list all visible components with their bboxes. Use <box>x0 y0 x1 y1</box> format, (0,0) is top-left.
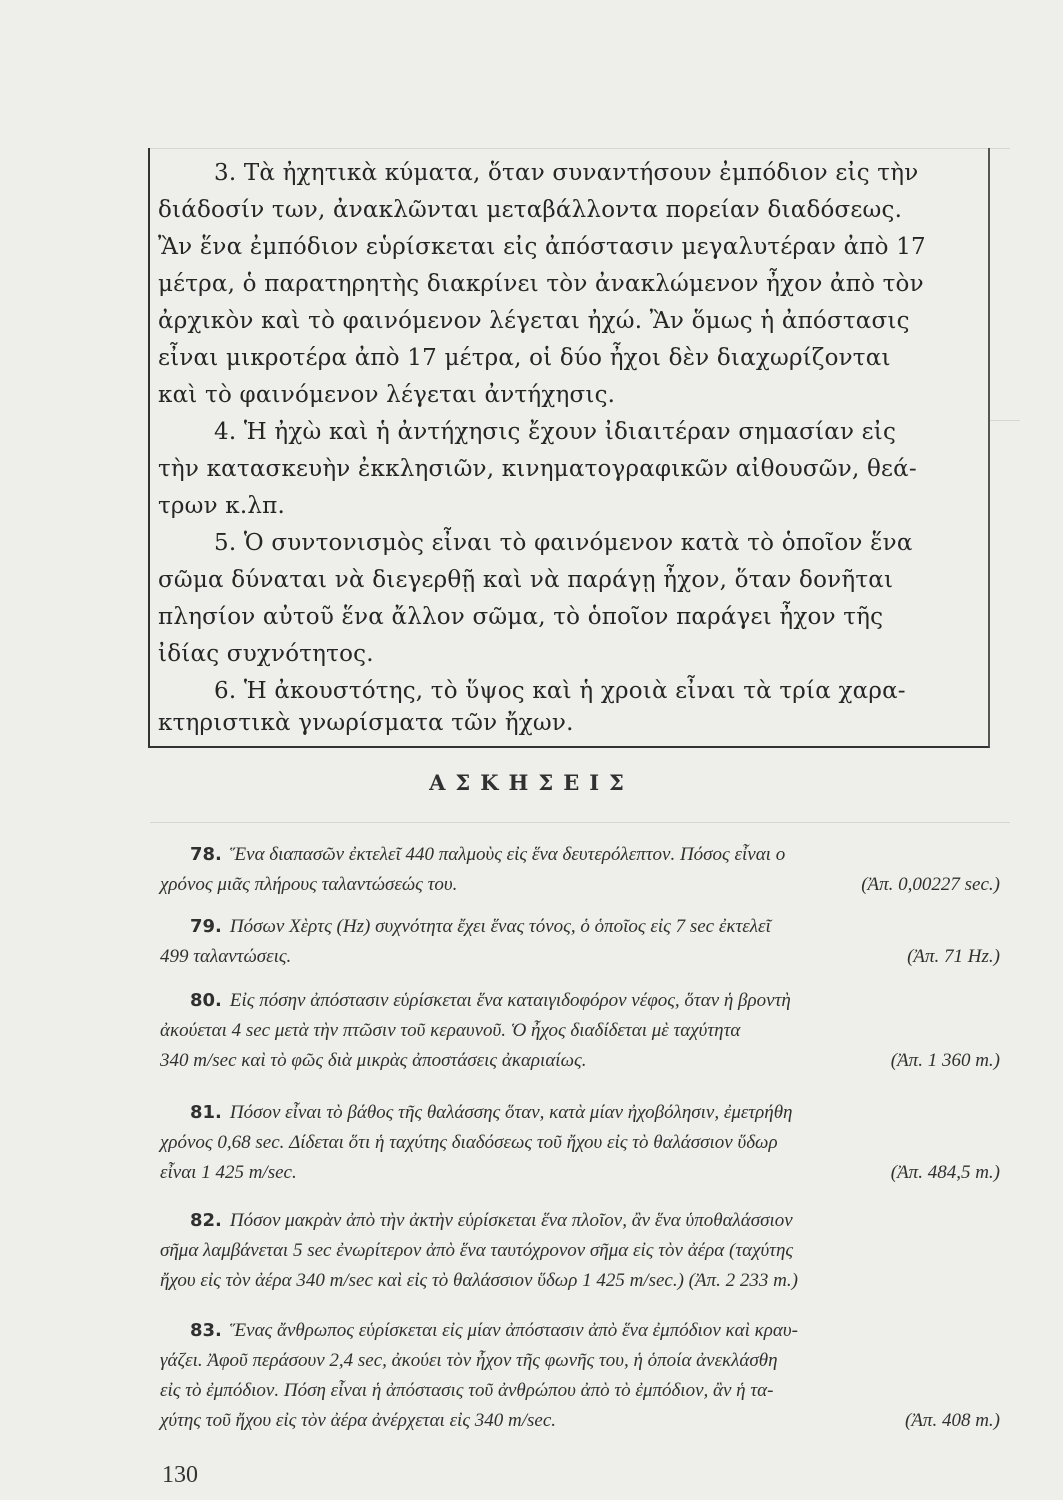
exercise-answer: (Ἀπ. 71 Hz.) <box>907 946 1000 967</box>
exercise-text: Πόσον εἶναι τὸ βάθος τῆς θαλάσσης ὅταν, κατὰ μίαν ἠχοβόλησιν, ἐμετρήθη <box>229 1102 793 1123</box>
exercise-line <box>160 1128 1010 1158</box>
show-through-line <box>990 420 1020 421</box>
exercise-81 <box>160 1098 1010 1188</box>
summary-line: 3. Τὰ ἠχητικὰ κύματα, ὅταν συναντήσουν ἐμπόδιον εἰς τὴν <box>214 160 919 186</box>
exercise-line <box>160 986 1010 1016</box>
exercise-number: 83. <box>190 1320 222 1341</box>
summary-line: 6. Ἡ ἀκουστότης, τὸ ὕψος καὶ ἡ χροιὰ εἶναι τὰ τρία χαρα- <box>214 678 906 704</box>
exercise-text: ἀκούεται 4 sec μετὰ τὴν πτῶσιν τοῦ κεραυνοῦ. Ὁ ἦχος διαδίδεται μὲ ταχύτητα <box>160 1020 741 1041</box>
exercise-text: σῆμα λαμβάνεται 5 sec ἐνωρίτερον ἀπὸ ἕνα ταυτόχρονον σῆμα εἰς τὸν ἀέρα (ταχύτης <box>160 1240 794 1261</box>
exercise-line <box>160 1016 1010 1046</box>
exercise-answer: (Ἀπ. 484,5 m.) <box>890 1162 1000 1183</box>
summary-line: σῶμα δύναται νὰ διεγερθῇ καὶ νὰ παράγῃ ἦχον, ὅταν δονῆται <box>158 567 894 593</box>
exercise-line <box>160 1206 1010 1236</box>
exercise-text: Πόσων Χὲρτς (Hz) συχνότητα ἔχει ἕνας τόνος, ὁ ὁποῖος εἰς 7 sec ἐκτελεῖ <box>229 916 771 937</box>
summary-box <box>148 148 990 748</box>
summary-line: καὶ τὸ φαινόμενον λέγεται ἀντήχησις. <box>158 382 616 408</box>
exercise-line <box>160 840 1010 870</box>
exercise-line <box>160 1376 1010 1406</box>
exercise-number: 78. <box>190 844 222 865</box>
exercise-line <box>160 1098 1010 1128</box>
exercise-82 <box>160 1206 1010 1296</box>
exercise-text: Πόσον μακρὰν ἀπὸ τὴν ἀκτὴν εὑρίσκεται ἕνα πλοῖον, ἂν ἕνα ὑποθαλάσσιον <box>229 1210 793 1231</box>
show-through-line <box>150 822 1010 823</box>
exercise-text: εἶναι 1 425 m/sec. <box>160 1162 297 1183</box>
exercise-78 <box>160 840 1010 900</box>
exercise-text: χύτης τοῦ ἤχου εἰς τὸν ἀέρα ἀνέρχεται εἰς 340 m/sec. <box>160 1410 557 1431</box>
summary-line: διάδοσίν των, ἀνακλῶνται μεταβάλλοντα πορείαν διαδόσεως. <box>158 197 903 223</box>
exercise-line <box>160 1158 1010 1188</box>
exercise-line <box>160 942 1010 972</box>
exercise-83 <box>160 1316 1010 1436</box>
exercise-text: 499 ταλαντώσεις. <box>160 946 292 967</box>
summary-line: μέτρα, ὁ παρατηρητὴς διακρίνει τὸν ἀνακλώμενον ἦχον ἀπὸ τὸν <box>158 271 924 297</box>
exercise-line <box>160 1236 1010 1266</box>
summary-line: τρων κ.λπ. <box>158 493 285 519</box>
exercise-79 <box>160 912 1010 972</box>
exercise-text: Εἰς πόσην ἀπόστασιν εὑρίσκεται ἕνα καταιγιδοφόρον νέφος, ὅταν ἡ βροντὴ <box>229 990 791 1011</box>
summary-line: ἰδίας συχνότητος. <box>158 641 374 667</box>
exercise-text: χρόνος μιᾶς πλήρους ταλαντώσεώς του. <box>160 874 458 895</box>
exercise-text: Ἕνα διαπασῶν ἐκτελεῖ 440 παλμοὺς εἰς ἕνα δευτερόλεπτον. Πόσος εἶναι ο <box>229 844 786 865</box>
exercise-answer: (Ἀπ. 1 360 m.) <box>890 1050 1000 1071</box>
exercise-line <box>160 1346 1010 1376</box>
exercise-text: γάζει. Ἀφοῦ περάσουν 2,4 sec, ἀκούει τὸν ἦχον τῆς φωνῆς του, ἡ ὁποία ἀνεκλάσθη <box>160 1350 778 1371</box>
exercise-number: 80. <box>190 990 222 1011</box>
exercise-line <box>160 1046 1010 1076</box>
summary-line: εἶναι μικροτέρα ἀπὸ 17 μέτρα, οἱ δύο ἦχοι δὲν διαχωρίζονται <box>158 345 891 371</box>
summary-line: ἀρχικὸν καὶ τὸ φαινόμενον λέγεται ἠχώ. Ἂν ὅμως ἡ ἀπόστασις <box>158 308 910 334</box>
summary-line: κτηριστικὰ γνωρίσματα τῶν ἤχων. <box>158 710 574 736</box>
page-number: 130 <box>162 1462 198 1488</box>
summary-line: πλησίον αὐτοῦ ἕνα ἄλλον σῶμα, τὸ ὁποῖον παράγει ἦχον τῆς <box>158 604 884 630</box>
exercise-answer: (Ἀπ. 0,00227 sec.) <box>861 874 1000 895</box>
exercise-line <box>160 1266 1010 1296</box>
exercise-number: 82. <box>190 1210 222 1231</box>
exercise-line <box>160 1316 1010 1346</box>
summary-line: 4. Ἡ ἠχὼ καὶ ἡ ἀντήχησις ἔχουν ἰδιαιτέραν σημασίαν εἰς <box>214 419 897 445</box>
exercise-text: Ἕνας ἄνθρωπος εὑρίσκεται εἰς μίαν ἀπόστασιν ἀπὸ ἕνα ἐμπόδιον καὶ κραυ- <box>229 1320 798 1341</box>
exercise-line <box>160 870 1010 900</box>
exercise-number: 79. <box>190 916 222 937</box>
exercise-line <box>160 1406 1010 1436</box>
exercise-number: 81. <box>190 1102 222 1123</box>
exercise-answer: (Ἀπ. 408 m.) <box>905 1410 1000 1431</box>
exercise-80 <box>160 986 1010 1076</box>
exercise-text: ἤχου εἰς τὸν ἀέρα 340 m/sec καὶ εἰς τὸ θαλάσσιον ὕδωρ 1 425 m/sec.) (Ἀπ. 2 233 m.) <box>160 1270 798 1291</box>
summary-line: τὴν κατασκευὴν ἐκκλησιῶν, κινηματογραφικῶν αἰθουσῶν, θεά- <box>158 456 917 482</box>
exercise-line <box>160 912 1010 942</box>
exercise-text: εἰς τὸ ἐμπόδιον. Πόση εἶναι ἡ ἀπόστασις τοῦ ἀνθρώπου ἀπὸ τὸ ἐμπόδιον, ἂν ἡ τα- <box>160 1380 774 1401</box>
exercises-heading: ΑΣΚΗΣΕΙΣ <box>429 770 634 795</box>
exercise-text: χρόνος 0,68 sec. Δίδεται ὅτι ἡ ταχύτης διαδόσεως τοῦ ἤχου εἰς τὸ θαλάσσιον ὕδωρ <box>160 1132 778 1153</box>
exercise-text: 340 m/sec καὶ τὸ φῶς διὰ μικρὰς ἀποστάσεις ἀκαριαίως. <box>160 1050 587 1071</box>
summary-line: Ἂν ἕνα ἐμπόδιον εὑρίσκεται εἰς ἀπόστασιν μεγαλυτέραν ἀπὸ 17 <box>158 234 926 260</box>
summary-line: 5. Ὁ συντονισμὸς εἶναι τὸ φαινόμενον κατὰ τὸ ὁποῖον ἕνα <box>214 530 913 556</box>
